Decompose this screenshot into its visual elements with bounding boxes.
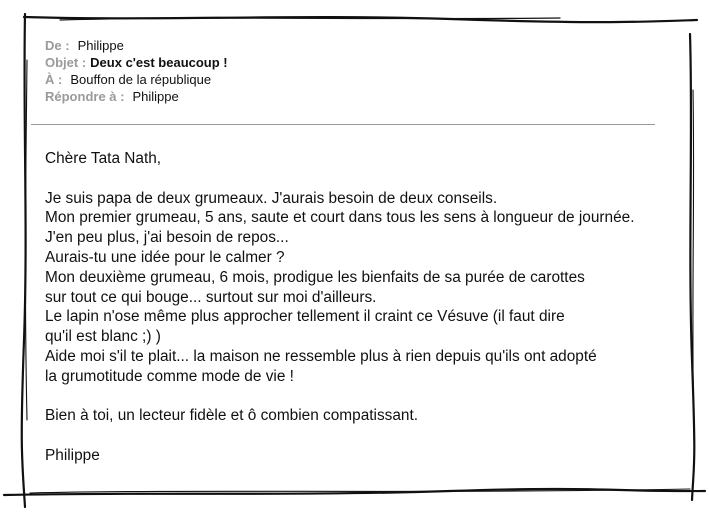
subject-value: Deux c'est beaucoup ! <box>90 55 228 70</box>
paragraph-spacer <box>45 387 695 407</box>
from-row <box>45 37 228 54</box>
body-line: Le lapin n'ose même plus approcher tellement il craint ce Vésuve (il faut dire <box>45 308 565 326</box>
body-line: la grumotitude comme mode de vie ! <box>45 367 294 385</box>
header-divider <box>31 124 655 125</box>
reply-to-row <box>45 88 228 105</box>
email-body <box>45 149 695 466</box>
greeting: Chère Tata Nath, <box>45 150 162 167</box>
body-line: Je suis papa de deux grumeaux. J'aurais besoin de deux conseils. <box>45 189 498 207</box>
body-line: Mon premier grumeau, 5 ans, saute et court dans tous les sens à longueur de journée. <box>45 209 635 227</box>
body-line: Aurais-tu une idée pour le calmer ? <box>45 248 285 266</box>
to-value[interactable]: Bouffon de la république <box>70 72 212 87</box>
to-row <box>45 71 228 88</box>
body-line: sur tout ce qui bouge... surtout sur moi d'ailleurs. <box>45 288 377 306</box>
body-line: qu'il est blanc ;) ) <box>45 328 161 346</box>
frame-left-edge <box>22 14 26 507</box>
reply-to-label: Répondre à : <box>45 89 125 104</box>
email-header <box>45 37 228 105</box>
body-line: J'en peu plus, j'ai besoin de repos... <box>45 229 289 247</box>
body-line: Aide moi s'il te plait... la maison ne ressemble plus à rien depuis qu'ils ont adopté <box>45 347 597 365</box>
closing: Bien à toi, un lecteur fidèle et ô combien compatissant. <box>45 407 419 425</box>
frame-top-edge <box>24 17 697 22</box>
from-value[interactable]: Philippe <box>77 38 124 53</box>
paragraph-spacer <box>45 426 695 446</box>
subject-row <box>45 54 228 71</box>
subject-label: Objet : <box>45 55 87 70</box>
body-line: Mon deuxième grumeau, 6 mois, prodigue les bienfaits de sa purée de carottes <box>45 268 585 286</box>
signature: Philippe <box>45 446 100 464</box>
to-label: À : <box>45 72 63 87</box>
reply-to-value[interactable]: Philippe <box>132 89 179 104</box>
from-label: De : <box>45 38 70 53</box>
paragraph-spacer <box>45 169 695 189</box>
